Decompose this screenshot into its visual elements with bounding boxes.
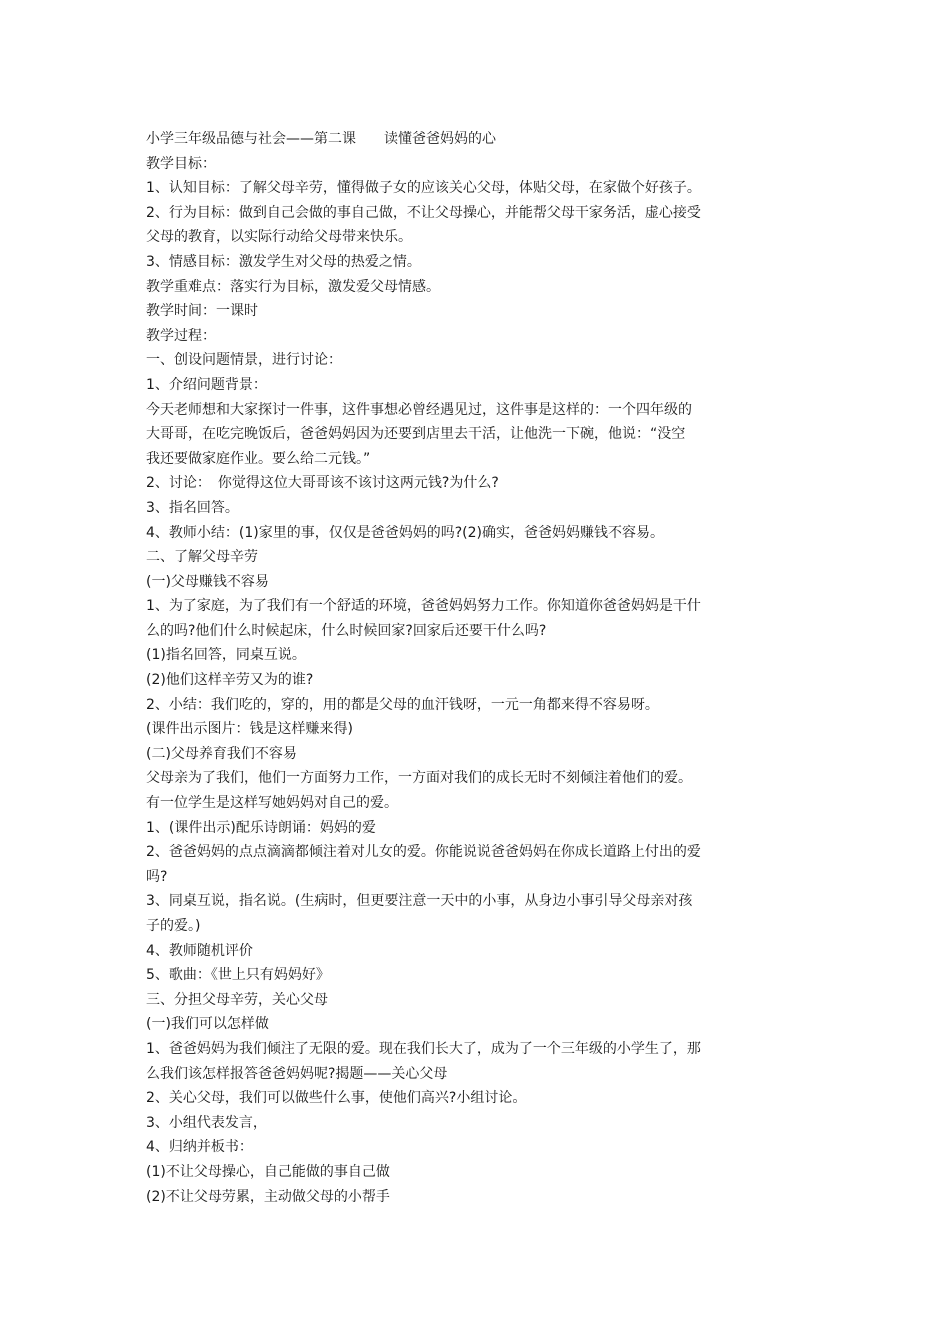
text-line: 2、行为目标：做到自己会做的事自己做，不让父母操心，并能帮父母干家务活，虚心接受 — [146, 204, 701, 221]
text-line: 三、分担父母辛劳，关心父母 — [146, 991, 328, 1008]
text-line: 3、同桌互说，指名说。(生病时，但更要注意一天中的小事，从身边小事引导父母亲对孩 — [146, 893, 693, 910]
text-line: 2、爸爸妈妈的点点滴滴都倾注着对儿女的爱。你能说说爸爸妈妈在你成长道路上付出的爱 — [146, 844, 701, 861]
text-line: 父母的教育，以实际行动给父母带来快乐。 — [146, 229, 412, 246]
text-line: 3、指名回答。 — [146, 499, 239, 516]
text-line: 4、教师随机评价 — [146, 942, 253, 959]
text-line: 子的爱。) — [146, 918, 201, 934]
text-line: 教学时间：一课时 — [146, 303, 258, 320]
text-line: 2、关心父母，我们可以做些什么事，使他们高兴?小组讨论。 — [146, 1090, 527, 1107]
text-line: 1、介绍问题背景： — [146, 376, 267, 393]
text-line: (1)不让父母操心，自己能做的事自己做 — [146, 1163, 390, 1180]
text-line: 3、情感目标：激发学生对父母的热爱之情。 — [146, 253, 421, 270]
text-line: 吗? — [146, 868, 168, 885]
text-line: (课件出示图片：钱是这样赚来得) — [146, 721, 353, 738]
text-line: (1)指名回答，同桌互说。 — [146, 647, 306, 664]
text-line: 我还要做家庭作业。要么给二元钱。” — [146, 450, 371, 467]
text-line: 5、歌曲：《世上只有妈妈好》 — [146, 967, 330, 984]
text-line: 么我们该怎样报答爸爸妈妈呢?揭题——关心父母 — [146, 1065, 448, 1082]
text-line: 2、小结：我们吃的，穿的，用的都是父母的血汗钱呀，一元一角都来得不容易呀。 — [146, 696, 659, 713]
text-line: 教学过程： — [146, 327, 216, 344]
text-line: 3、小组代表发言， — [146, 1114, 267, 1131]
text-line: (一)父母赚钱不容易 — [146, 573, 269, 590]
text-line: (2)他们这样辛劳又为的谁? — [146, 672, 314, 689]
text-line: (一)我们可以怎样做 — [146, 1016, 269, 1033]
text-line: 2、讨论： 你觉得这位大哥哥该不该讨这两元钱?为什么? — [146, 475, 499, 492]
text-line: 4、归纳并板书： — [146, 1139, 253, 1156]
document-body — [146, 127, 816, 1209]
text-line: 4、教师小结：(1)家里的事，仅仅是爸爸妈妈的吗?(2)确实，爸爸妈妈赚钱不容易。 — [146, 524, 664, 541]
text-line: 教学重难点：落实行为目标，激发爱父母情感。 — [146, 278, 440, 295]
text-line: 1、(课件出示)配乐诗朗诵：妈妈的爱 — [146, 819, 376, 836]
text-line: 父母亲为了我们，他们一方面努力工作，一方面对我们的成长无时不刻倾注着他们的爱。 — [146, 770, 692, 787]
text-line: 二、了解父母辛劳 — [146, 549, 258, 566]
lesson-title: 小学三年级品德与社会——第二课 读懂爸爸妈妈的心 — [146, 131, 496, 147]
text-line: 么的吗?他们什么时候起床，什么时候回家?回家后还要干什么吗? — [146, 622, 547, 639]
text-line: (二)父母养育我们不容易 — [146, 745, 297, 762]
text-line: (2)不让父母劳累，主动做父母的小帮手 — [146, 1188, 390, 1205]
text-line: 1、爸爸妈妈为我们倾注了无限的爱。现在我们长大了，成为了一个三年级的小学生了，那 — [146, 1040, 701, 1057]
text-line: 一、创设问题情景，进行讨论： — [146, 352, 342, 369]
text-line: 1、为了家庭，为了我们有一个舒适的环境，爸爸妈妈努力工作。你知道你爸爸妈妈是干什 — [146, 598, 701, 615]
text-line: 教学目标： — [146, 155, 216, 172]
text-line: 今天老师想和大家探讨一件事，这件事想必曾经遇见过，这件事是这样的：一个四年级的 — [146, 401, 692, 418]
text-line: 1、认知目标：了解父母辛劳，懂得做子女的应该关心父母，体贴父母，在家做个好孩子。 — [146, 180, 701, 197]
text-line: 有一位学生是这样写她妈妈对自己的爱。 — [146, 795, 398, 812]
text-line: 大哥哥，在吃完晚饭后，爸爸妈妈因为还要到店里去干活，让他洗一下碗，他说：“没空 — [146, 426, 686, 443]
